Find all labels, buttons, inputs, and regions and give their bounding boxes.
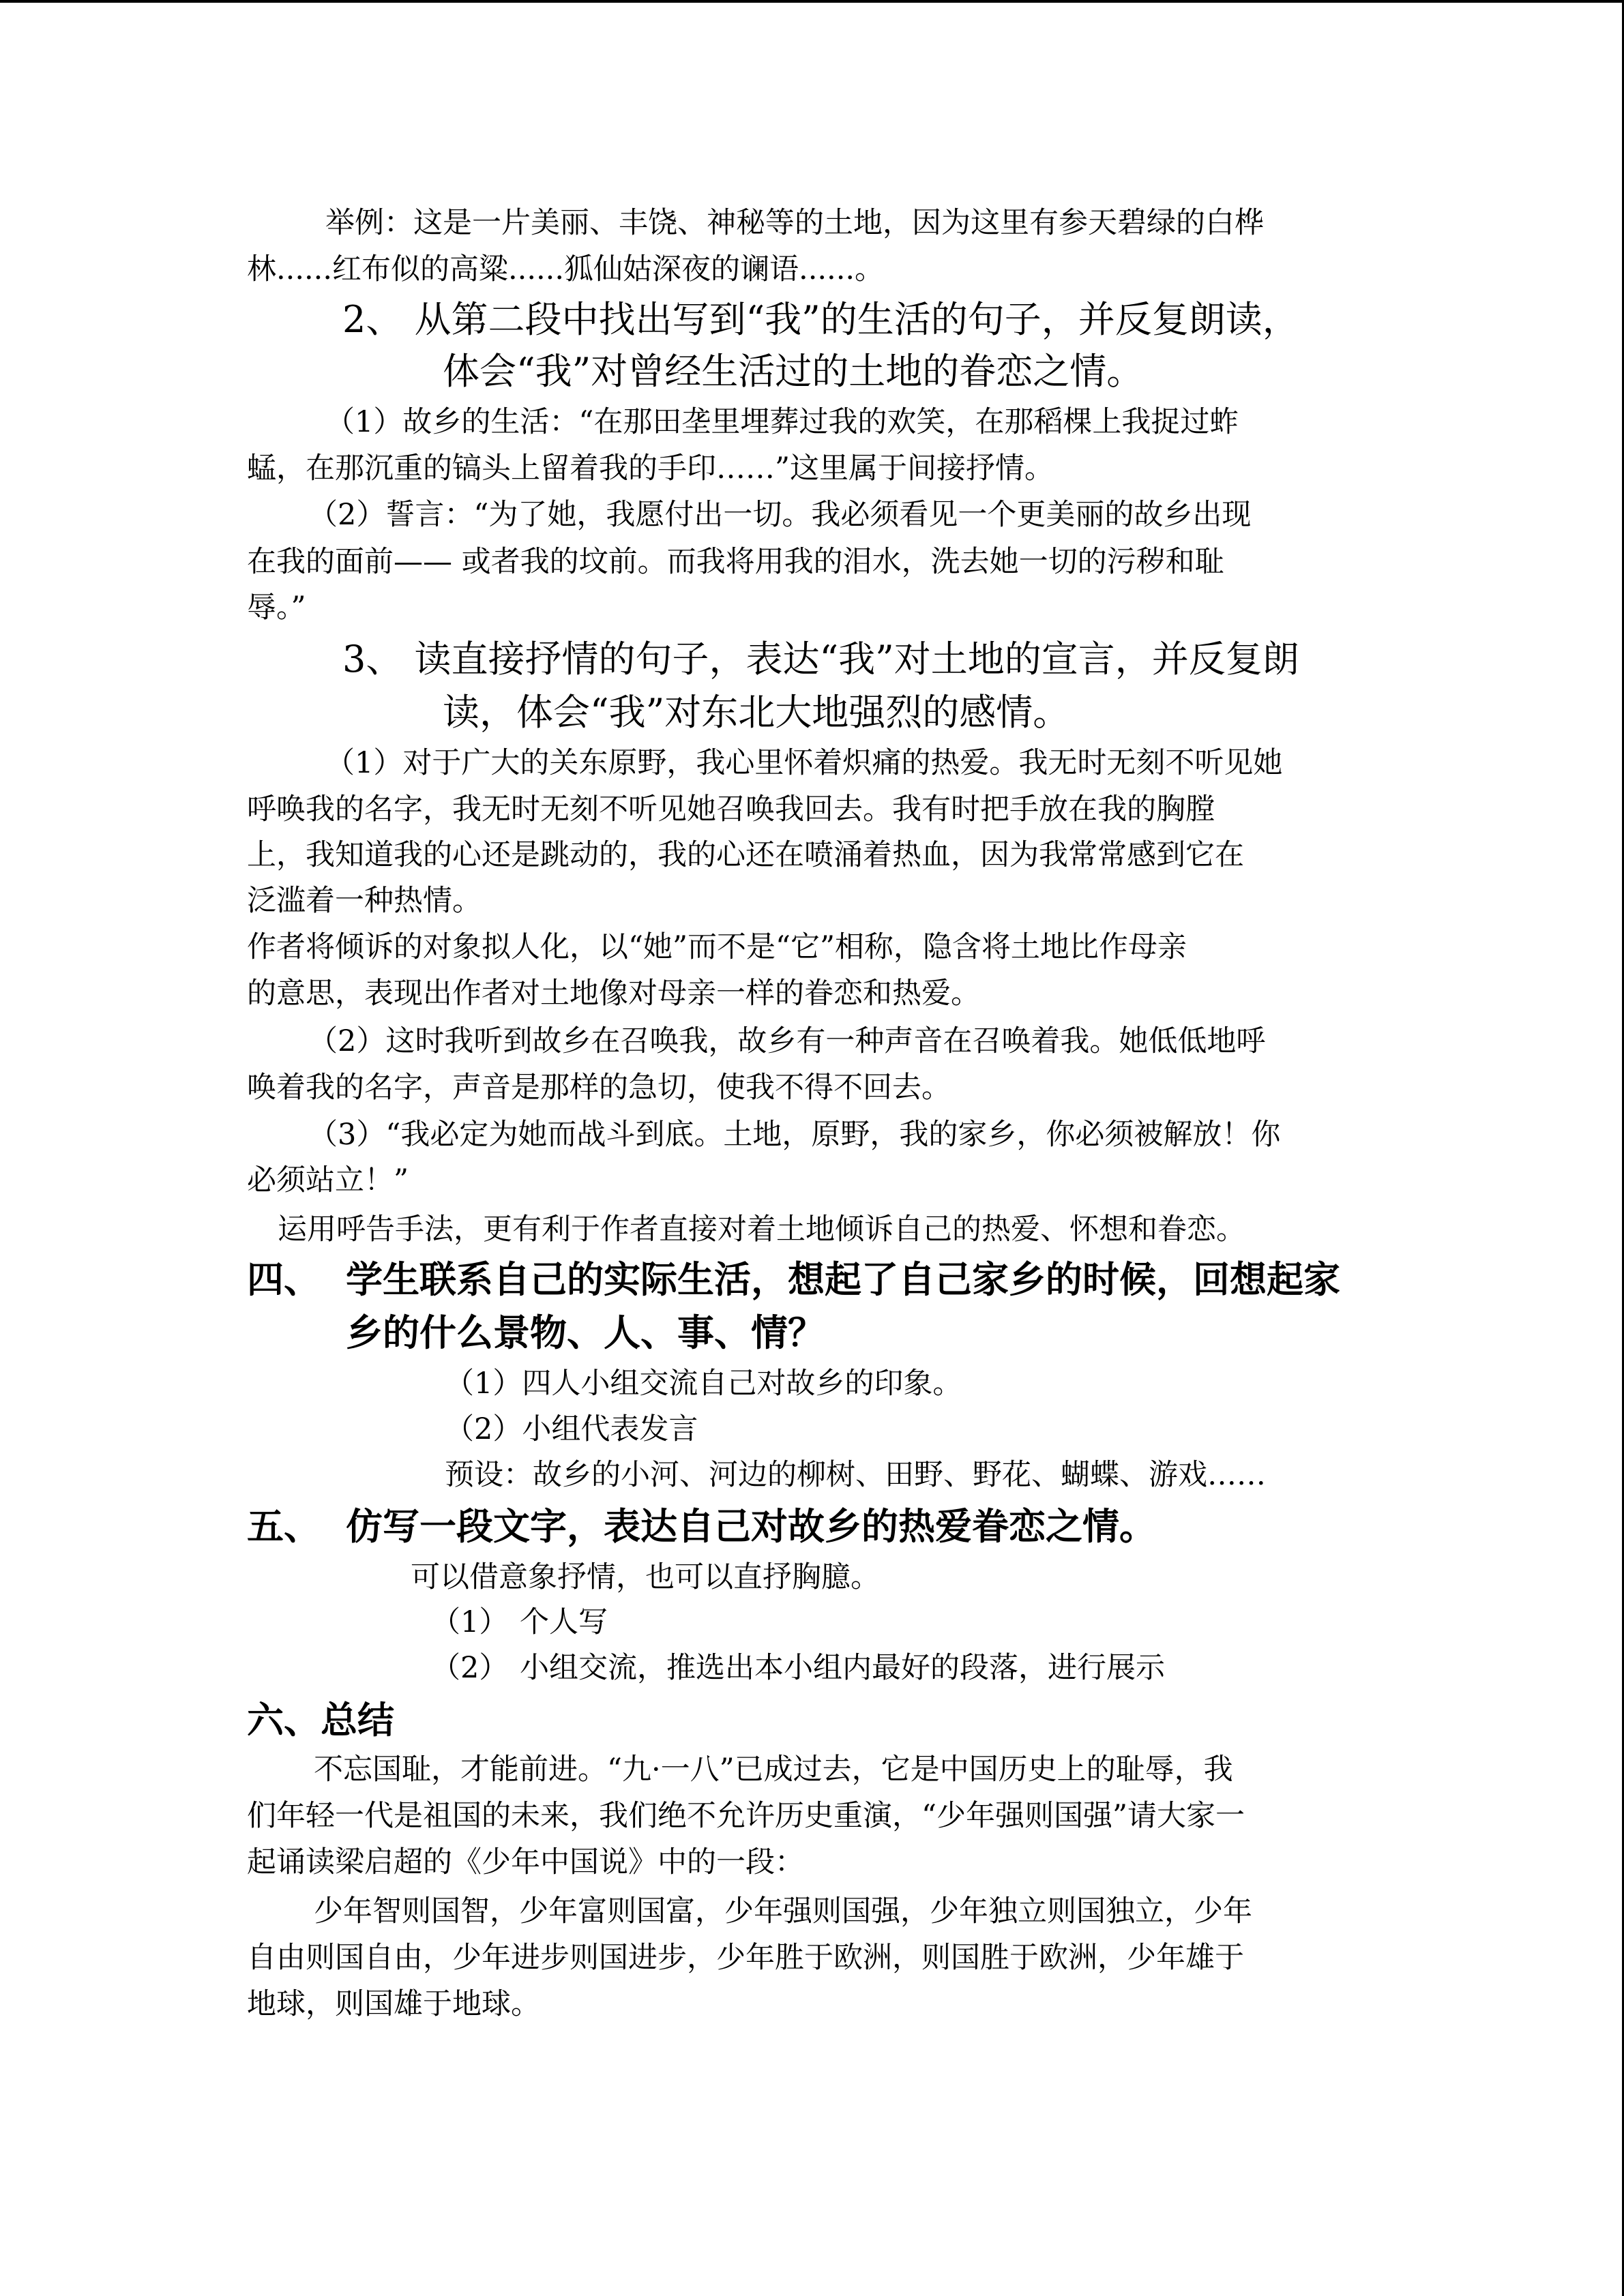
text-line: 自由则国自由，少年进步则国进步，少年胜于欧洲，则国胜于欧洲，少年雄于: [247, 1941, 1244, 1975]
text-line: （1）故乡的生活：“在那田垄里埋葬过我的欢笑，在那稻棵上我捉过蚱: [325, 405, 1239, 439]
text-line: 蜢，在那沉重的镐头上留着我的手印……”这里属于间接抒情。: [247, 451, 1054, 486]
text-line: 作者将倾诉的对象拟人化，以“她”而不是“它”相称，隐含将土地比作母亲: [247, 930, 1187, 964]
text-line: 运用呼告手法，更有利于作者直接对着土地倾诉自己的热爱、怀想和眷恋。: [278, 1212, 1245, 1247]
page-top-border: [0, 0, 1624, 3]
text-line: 泛滥着一种热情。: [247, 884, 482, 918]
text-line: 在我的面前—— 或者我的坟前。而我将用我的泪水，洗去她一切的污秽和耻: [247, 545, 1224, 579]
text-line: 必须站立！”: [247, 1163, 409, 1197]
list-item: 小组交流，推选出本小组内最好的段落，进行展示: [520, 1651, 1165, 1685]
text-line: （1）对于广大的关东原野，我心里怀着炽痛的热爱。我无时无刻不听见她: [325, 746, 1283, 780]
text-line: 少年智则国智，少年富则国富，少年强则国强，少年独立则国独立，少年: [314, 1894, 1252, 1928]
text-line: （2）誓言：“为了她，我愿付出一切。我必须看见一个更美丽的故乡出现: [308, 498, 1252, 532]
section-number: 四、: [247, 1258, 321, 1301]
text-line: （2）这时我听到故乡在召唤我，故乡有一种声音在召唤着我。她低低地呼: [308, 1024, 1266, 1058]
text-line: 唤着我的名字，声音是那样的急切，使我不得不回去。: [247, 1071, 951, 1105]
text-line: 的意思，表现出作者对土地像对母亲一样的眷恋和热爱。: [247, 976, 980, 1011]
text-line: 上，我知道我的心还是跳动的，我的心还在喷涌着热血，因为我常常感到它在: [247, 838, 1244, 872]
section-heading: 乡的什么景物、人、事、情？: [346, 1311, 825, 1354]
subheading: 2、 从第二段中找出写到“我”的生活的句子，并反复朗读，: [342, 298, 1299, 341]
list-marker: （2）: [431, 1651, 509, 1685]
text-line: （2）小组代表发言: [445, 1412, 698, 1446]
section-number: 五、: [247, 1505, 321, 1548]
text-line: 预设：故乡的小河、河边的柳树、田野、野花、蝴蝶、游戏……: [445, 1458, 1266, 1492]
text-line: 可以借意象抒情，也可以直抒胸臆。: [411, 1560, 880, 1594]
text-line: （3）“我必定为她而战斗到底。土地，原野，我的家乡，你必须被解放！你: [308, 1118, 1281, 1152]
subheading: 3、 读直接抒情的句子，表达“我”对土地的宣言，并反复朗: [342, 638, 1299, 681]
subheading: 读，体会“我”对东北大地强烈的感情。: [443, 691, 1070, 734]
section-heading: 六、总结: [247, 1699, 394, 1742]
section-heading: 学生联系自己的实际生活，想起了自己家乡的时候，回想起家: [346, 1258, 1340, 1301]
section-heading: 仿写一段文字，表达自己对故乡的热爱眷恋之情。: [346, 1505, 1156, 1548]
text-line: 不忘国耻，才能前进。“九·一八”已成过去，它是中国历史上的耻辱，我: [314, 1753, 1233, 1787]
text-line: 们年轻一代是祖国的未来，我们绝不允许历史重演，“少年强则国强”请大家一: [247, 1799, 1245, 1833]
text-line: （1）四人小组交流自己对故乡的印象。: [445, 1367, 962, 1401]
text-line: 呼唤我的名字，我无时无刻不听见她召唤我回去。我有时把手放在我的胸膛: [247, 792, 1215, 826]
text-line: 辱。”: [247, 591, 306, 625]
text-line: 起诵读梁启超的《少年中国说》中的一段：: [247, 1845, 804, 1879]
text-line: 举例：这是一片美丽、丰饶、神秘等的土地，因为这里有参天碧绿的白桦: [325, 206, 1264, 240]
subheading: 体会“我”对曾经生活过的土地的眷恋之情。: [443, 350, 1144, 393]
text-line: 地球，则国雄于地球。: [247, 1987, 540, 2021]
list-item: 个人写: [520, 1605, 608, 1639]
list-marker: （1）: [431, 1605, 509, 1639]
text-line: 林......红布似的高粱......狐仙姑深夜的谰语......。: [247, 252, 885, 286]
